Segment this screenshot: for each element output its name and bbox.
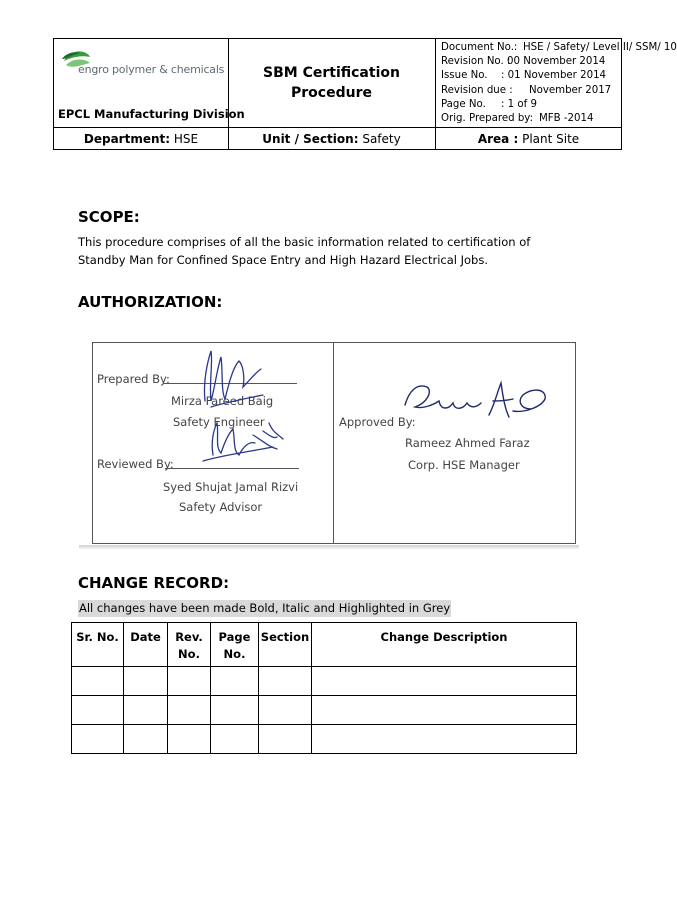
- table-row: [72, 696, 577, 725]
- col-date: Date: [124, 623, 168, 667]
- table-row: [72, 667, 577, 696]
- division-name: EPCL Manufacturing Division: [58, 107, 245, 121]
- col-page-no: Page No.: [211, 623, 259, 667]
- meta-page-no: Page No. : 1 of 9: [441, 98, 537, 110]
- unit-section-cell: Unit / Section: Safety: [228, 128, 436, 149]
- reviewed-by-label: Reviewed By:: [97, 457, 174, 471]
- col-sr-no: Sr. No.: [72, 623, 124, 667]
- prepared-by-name: Mirza Fareed Baig: [171, 394, 274, 408]
- area-cell: Area : Plant Site: [477, 131, 580, 146]
- document-meta: [441, 41, 677, 126]
- change-record-table: [71, 622, 577, 754]
- header-title-cell: [228, 39, 436, 127]
- col-section: Section: [259, 623, 312, 667]
- approved-by-label: Approved By:: [339, 415, 416, 429]
- meta-prepared-by: Orig. Prepared by: MFB -2014: [441, 113, 594, 125]
- scope-text: This procedure comprises of all the basic information related to certification of Standby Man for Confined Space Entry and High Hazard Electrical Jobs.: [78, 235, 531, 267]
- change-record-note: All changes have been made Bold, Italic and Highlighted in Grey: [79, 601, 451, 615]
- meta-revision-due: Revision due : November 2017: [441, 84, 612, 96]
- table-row: [72, 725, 577, 754]
- approved-by-name: Rameez Ahmed Faraz: [405, 436, 530, 450]
- meta-revision-no: Revision No. :00 November 2014: [441, 56, 606, 68]
- table-header-row: [72, 623, 577, 667]
- meta-issue-no: Issue No. : 01 November 2014: [441, 70, 607, 82]
- document-header: [53, 38, 677, 150]
- prepared-by-title: Safety Engineer: [173, 415, 265, 429]
- handwritten-signatures: [93, 343, 577, 545]
- reviewed-by-title: Safety Advisor: [179, 500, 263, 514]
- signature-block: [92, 342, 576, 544]
- authorization-heading: AUTHORIZATION:: [78, 293, 223, 311]
- header-meta-cell: [436, 39, 677, 127]
- scope-heading: SCOPE:: [78, 208, 140, 226]
- department-cell: Department: HSE: [54, 128, 229, 149]
- col-rev-no: Rev. No.: [168, 623, 211, 667]
- document-title: SBM Certification Procedure: [263, 65, 400, 101]
- change-record-heading: CHANGE RECORD:: [78, 574, 230, 592]
- reviewed-by-name: Syed Shujat Jamal Rizvi: [163, 480, 299, 494]
- approved-by-title: Corp. HSE Manager: [408, 458, 520, 472]
- header-info-row: [54, 127, 621, 149]
- header-logo-cell: [54, 39, 245, 127]
- prepared-by-label: Prepared By:: [97, 372, 170, 386]
- scan-shadow: [79, 545, 579, 549]
- meta-document-no: Document No.: HSE / Safety/ Level II/ SSM/ 10: [441, 42, 677, 53]
- col-change-description: Change Description: [312, 623, 577, 667]
- logo-wordmark: engro polymer & chemicals: [78, 63, 225, 76]
